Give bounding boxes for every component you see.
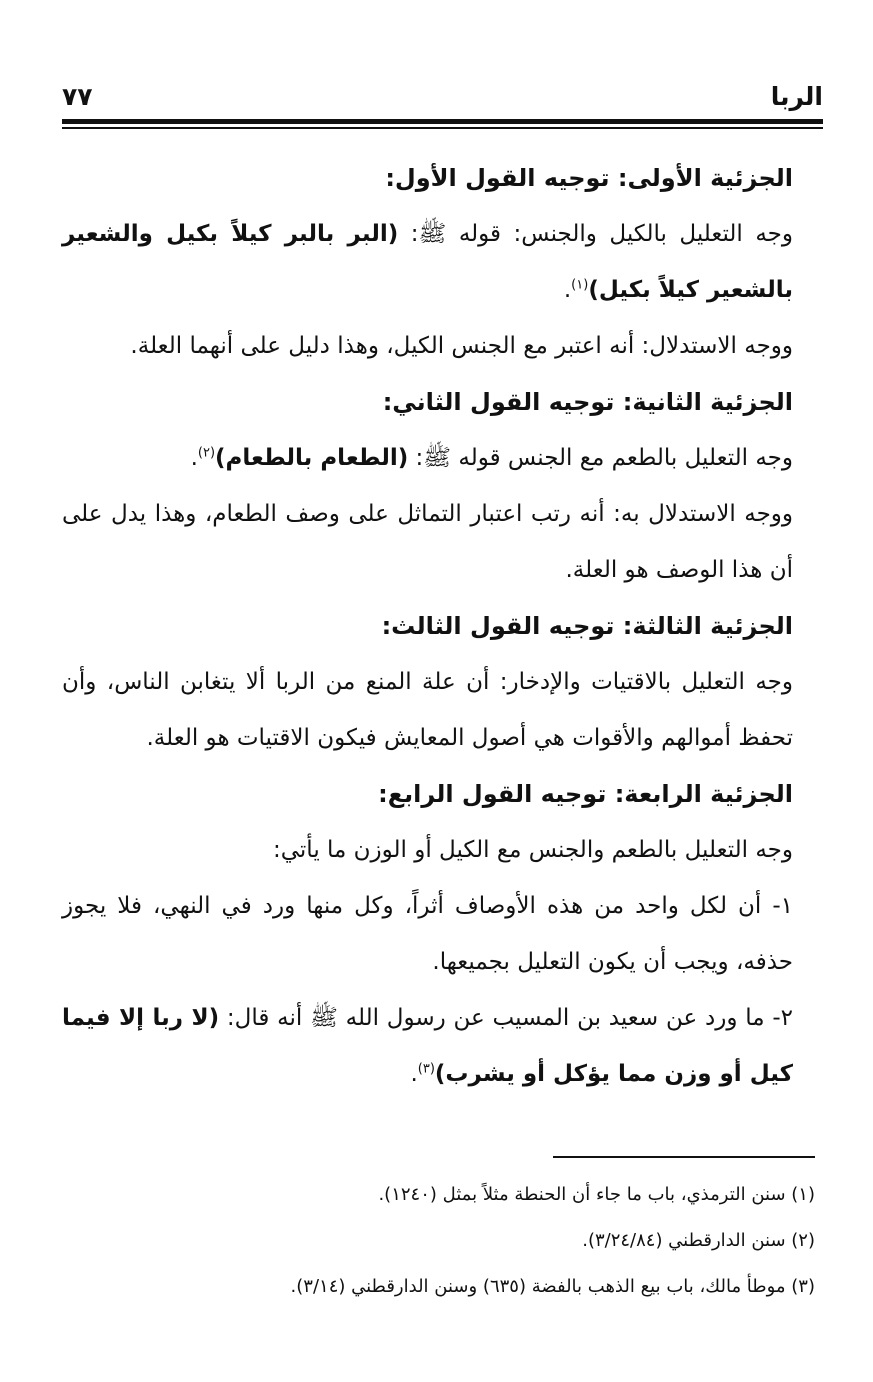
punctuation: . [563, 277, 572, 303]
section-heading: الجزئية الرابعة: توجيه القول الرابع: [378, 780, 793, 808]
section-2 [62, 374, 793, 598]
hadith-quote: (لا ربا إلا فيما كيل أو وزن مما يؤكل أو يشرب) [62, 1005, 793, 1087]
paragraph [62, 430, 793, 486]
footnote: (٢) سنن الدارقطني (٣/٢٤/٨٤). [582, 1230, 815, 1251]
section-3 [62, 598, 793, 766]
paragraph [62, 206, 793, 318]
chapter-title: الربا [770, 82, 823, 111]
footnote: (٣) موطأ مالك، باب بيع الذهب بالفضة (٦٣٥) وسنن الدارقطني (٣/١٤). [290, 1276, 815, 1297]
punctuation: . [190, 445, 198, 471]
paragraph: وجه التعليل بالاقتيات والإدخار: أن علة المنع من الربا ألا يتغابن الناس، وأن تحفظ أموالهم والأقوات هي أصول المعايش فيكون الاقتيات هو العلة. [62, 669, 793, 751]
section-4 [62, 766, 793, 1102]
main-text [62, 150, 793, 1102]
section-1 [62, 150, 793, 374]
paragraph-text: وجه التعليل بالكيل والجنس: قوله ﷺ: [398, 221, 793, 247]
header-rule-thin [62, 127, 823, 129]
list-item [62, 990, 793, 1102]
hadith-quote: (الطعام بالطعام) [215, 445, 409, 471]
paragraph: ووجه الاستدلال: أنه اعتبر مع الجنس الكيل، وهذا دليل على أنهما العلة. [130, 333, 793, 359]
footnote: (١) سنن الترمذي، باب ما جاء أن الحنطة مثلاً بمثل (١٢٤٠). [378, 1184, 815, 1205]
footnote-separator [553, 1156, 815, 1158]
footnote-marker[interactable]: (٢) [197, 445, 216, 461]
page-number: ٧٧ [62, 82, 93, 111]
header-rule-thick [62, 119, 823, 124]
running-header [62, 78, 823, 114]
hadith-quote: (البر بالبر كيلاً بكيل والشعير بالشعير كيلاً بكيل) [62, 221, 793, 303]
section-heading: الجزئية الثانية: توجيه القول الثاني: [382, 388, 793, 416]
section-heading: الجزئية الأولى: توجيه القول الأول: [385, 164, 793, 192]
paragraph: ووجه الاستدلال به: أنه رتب اعتبار التماثل على وصف الطعام، وهذا يدل على أن هذا الوصف هو العلة. [62, 501, 793, 583]
punctuation: . [410, 1061, 418, 1087]
paragraph-text: وجه التعليل بالطعم مع الجنس قوله ﷺ: [408, 445, 793, 471]
footnote-marker[interactable]: (٣) [417, 1061, 435, 1077]
footnote-marker[interactable]: (١) [571, 277, 589, 293]
paragraph-text: ٢- ما ورد عن سعيد بن المسيب عن رسول الله ﷺ أنه قال: [219, 1005, 793, 1031]
paragraph: وجه التعليل بالطعم والجنس مع الكيل أو الوزن ما يأتي: [272, 837, 793, 863]
list-item: ١- أن لكل واحد من هذه الأوصاف أثراً، وكل منها ورد في النهي، فلا يجوز حذفه، ويجب أن يكون التعليل بجميعها. [62, 893, 793, 975]
section-heading: الجزئية الثالثة: توجيه القول الثالث: [381, 612, 793, 640]
footnotes [62, 1172, 815, 1310]
